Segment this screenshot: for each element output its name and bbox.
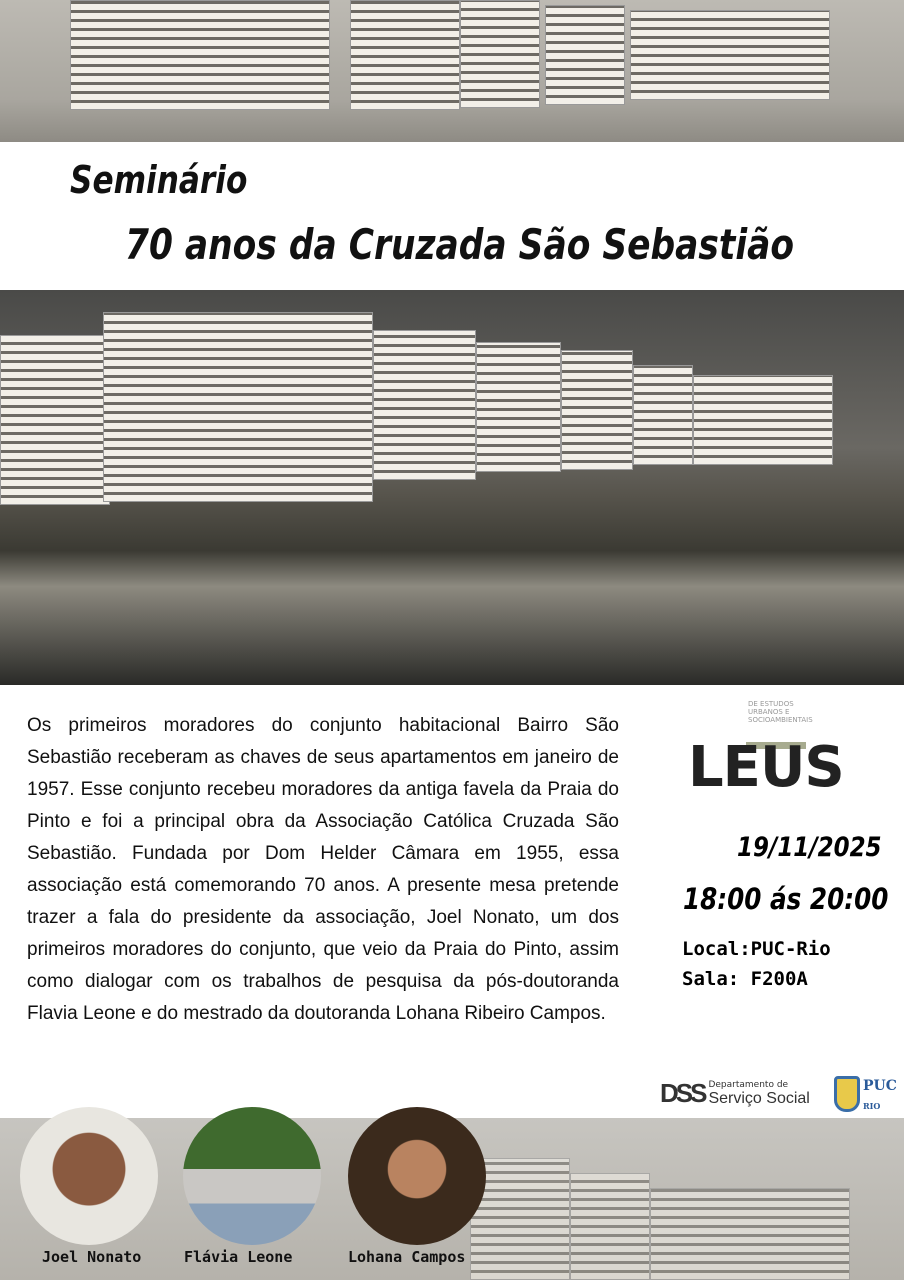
event-time: 18:00 ás 20:00 [683,882,889,916]
header-photo [0,0,904,142]
speaker-photo-lohana [348,1107,486,1245]
speaker-photo-joel [20,1107,158,1245]
speaker-name: Lohana Campos [348,1248,466,1266]
dss-mark: DSS [660,1078,705,1108]
puc-text: PUC [863,1078,897,1094]
dss-line1: Departamento de [708,1079,789,1090]
speaker-name: Joel Nonato [42,1248,142,1266]
event-room: Sala: F200A [682,968,808,990]
event-location: Local:PUC-Rio [682,938,831,960]
puc-logo [834,1075,897,1113]
logo-subtitle: DE ESTUDOS URBANOS E SOCIOAMBIENTAIS [748,700,813,724]
dss-logo [660,1078,810,1109]
speaker-name: Flávia Leone [184,1248,293,1266]
speaker-photo-flavia [183,1107,321,1245]
dss-line2: Serviço Social [708,1089,810,1107]
event-date: 19/11/2025 [737,832,882,863]
crest-icon [834,1076,860,1112]
seminar-label: Seminário [70,158,248,202]
historic-photo [0,290,904,685]
description-text: Os primeiros moradores do conjunto habitacional Bairro São Sebastião receberam as chaves de seus apartamentos em janeiro de 1957. Esse conjunto recebeu moradores da antiga favela da Praia do Pinto e foi a principal obra da Associação Católica Cruzada São Sebastião. Fundada por Dom Helder Câmara em 1955, essa associação está comemorando 70 anos. A presente mesa pretende trazer a fala do presidente da associação, Joel Nonato, um dos primeiros moradores do conjunto, que veio da Praia do Pinto, assim como dialogar com os trabalhos de pesquisa da pós-doutoranda Flavia Leone e do mestrado da doutoranda Lohana Ribeiro Campos. [27,715,619,1024]
leus-logo: LEUS [688,735,844,800]
page-title: 70 anos da Cruzada São Sebastião [125,220,795,269]
puc-sub: RIO [863,1101,881,1111]
